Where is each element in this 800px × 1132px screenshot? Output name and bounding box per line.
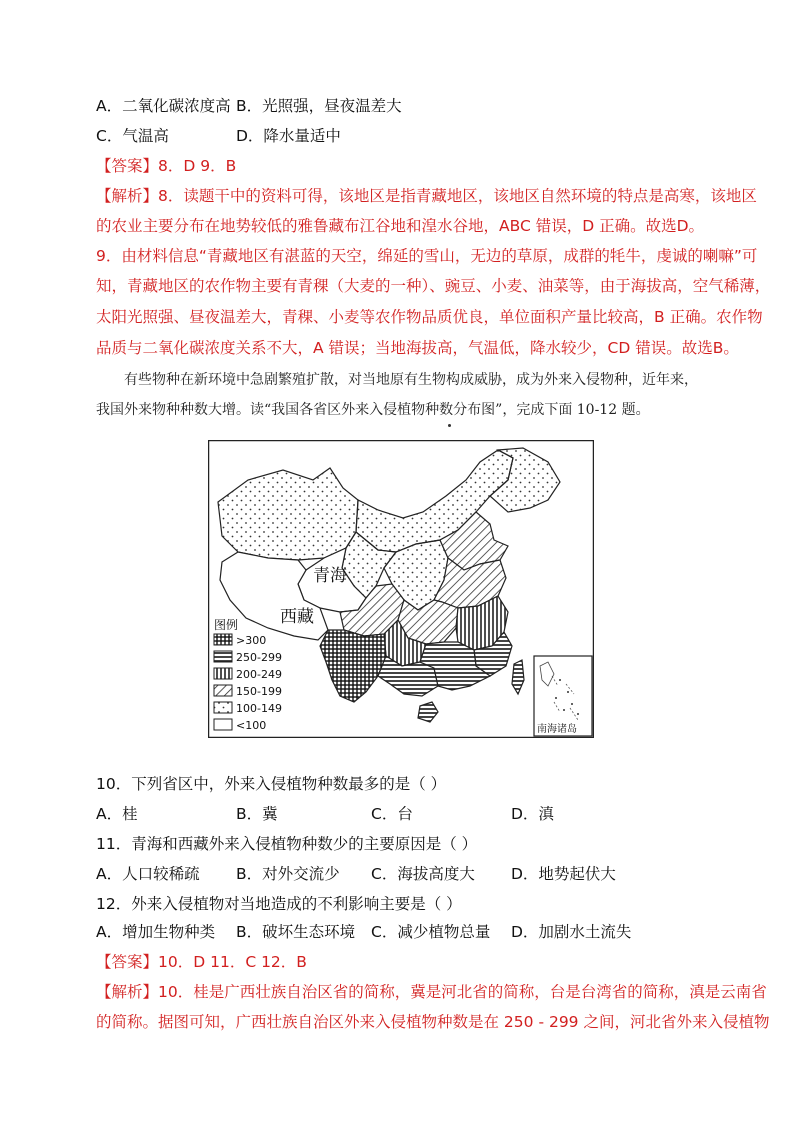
analysis-8-line1 — [96, 186, 757, 206]
answer-tag: 【答案】 — [96, 953, 159, 971]
answer-text: 10．D 11．C 12．B — [158, 953, 307, 971]
analysis-9-line3: 太阳光照强、昼夜温差大，青稞、小麦等农作物品质优良，单位面积产量比较高，B 正确。农作物 — [96, 308, 763, 326]
legend-label-2: 250-299 — [236, 651, 282, 664]
analysis-8-line2: 的农业主要分布在地势较低的雅鲁藏布江谷地和湟水谷地，ABC 错误，D 正确。故选D。 — [96, 217, 705, 235]
q11-option-c: C．海拔高度大 — [371, 865, 475, 883]
q9-option-a: A．二氧化碳浓度高 — [96, 97, 231, 115]
china-invasive-species-map — [208, 440, 594, 738]
q9-option-d: D．降水量适中 — [236, 127, 341, 145]
legend-label-6: <100 — [236, 719, 267, 732]
q10-stem: 10．下列省区中，外来入侵植物种数最多的是（ ） — [96, 775, 447, 793]
q9-option-b: B．光照强，昼夜温差大 — [236, 97, 402, 115]
legend-title: 图例 — [214, 618, 239, 632]
label-qinghai: 青海 — [313, 566, 347, 586]
inset-label: 南海诸岛 — [537, 724, 577, 735]
analysis-10-line1 — [96, 982, 767, 1002]
q12-option-c: C．减少植物总量 — [371, 923, 491, 941]
analysis-9-line2: 知，青藏地区的农作物主要有青稞（大麦的一种）、豌豆、小麦、油菜等，由于海拔高，空气稀薄， — [96, 277, 771, 295]
legend-label-5: 100-149 — [236, 702, 282, 715]
analysis-8-text: 8．读题干中的资料可得，该地区是指青藏地区，该地区自然环境的特点是高寒，该地区 — [158, 187, 757, 205]
legend-label-1: >300 — [236, 634, 267, 647]
map-svg — [208, 440, 594, 738]
legend-swatch-vertical — [214, 668, 232, 679]
q10-option-a: A．桂 — [96, 805, 138, 823]
analysis-tag: 【解析】 — [96, 983, 159, 1001]
answer-10-12 — [96, 952, 307, 972]
passage-line2: 我国外来物种种数大增。读“我国各省区外来入侵植物种数分布图”，完成下面 10-12 题。 — [96, 402, 650, 418]
q12-option-b: B．破坏生态环境 — [236, 923, 356, 941]
south-china-sea-inset — [534, 656, 592, 736]
legend-label-4: 150-199 — [236, 685, 282, 698]
analysis-10-line2: 的简称。据图可知，广西壮族自治区外来入侵植物种数是在 250 - 299 之间，河北省外来入侵植物 — [96, 1013, 770, 1031]
analysis-9-line4: 品质与二氧化碳浓度关系不大，A 错误；当地海拔高，气温低，降水较少，CD 错误。故选B。 — [96, 339, 739, 357]
q12-option-a: A．增加生物种类 — [96, 923, 216, 941]
q11-option-d: D．地势起伏大 — [511, 865, 616, 883]
answer-8-9 — [96, 156, 236, 176]
legend-swatch-horizontal — [214, 651, 232, 662]
legend-swatch-white — [214, 719, 232, 730]
analysis-9-line1: 9．由材料信息“青藏地区有湛蓝的天空，绵延的雪山，无边的草原，成群的牦牛，虔诚的喇嘛”可 — [96, 247, 758, 265]
passage-line1: 有些物种在新环境中急剧繁殖扩散，对当地原有生物构成威胁，成为外来入侵物种，近年来， — [124, 372, 698, 388]
q11-option-b: B．对外交流少 — [236, 865, 340, 883]
q11-stem: 11．青海和西藏外来入侵植物种数少的主要原因是（ ） — [96, 835, 478, 853]
q11-option-a: A．人口较稀疏 — [96, 865, 200, 883]
answer-text: 8．D 9．B — [158, 157, 237, 175]
q10-option-b: B．冀 — [236, 805, 278, 823]
legend-swatch-grid — [214, 634, 232, 645]
legend-swatch-dots — [214, 702, 232, 713]
q12-stem: 12．外来入侵植物对当地造成的不利影响主要是（ ） — [96, 895, 462, 913]
analysis-10-text: 10．桂是广西壮族自治区省的简称，冀是河北省的简称，台是台湾省的简称，滇是云南省 — [158, 983, 767, 1001]
stray-dot — [448, 424, 451, 427]
label-xizang: 西藏 — [280, 607, 314, 627]
q9-option-c: C．气温高 — [96, 127, 169, 145]
legend-label-3: 200-249 — [236, 668, 282, 681]
legend-swatch-diagonal — [214, 685, 232, 696]
analysis-tag: 【解析】 — [96, 187, 159, 205]
q10-option-d: D．滇 — [511, 805, 554, 823]
answer-tag: 【答案】 — [96, 157, 159, 175]
q12-option-d: D．加剧水土流失 — [511, 923, 632, 941]
q10-option-c: C．台 — [371, 805, 413, 823]
